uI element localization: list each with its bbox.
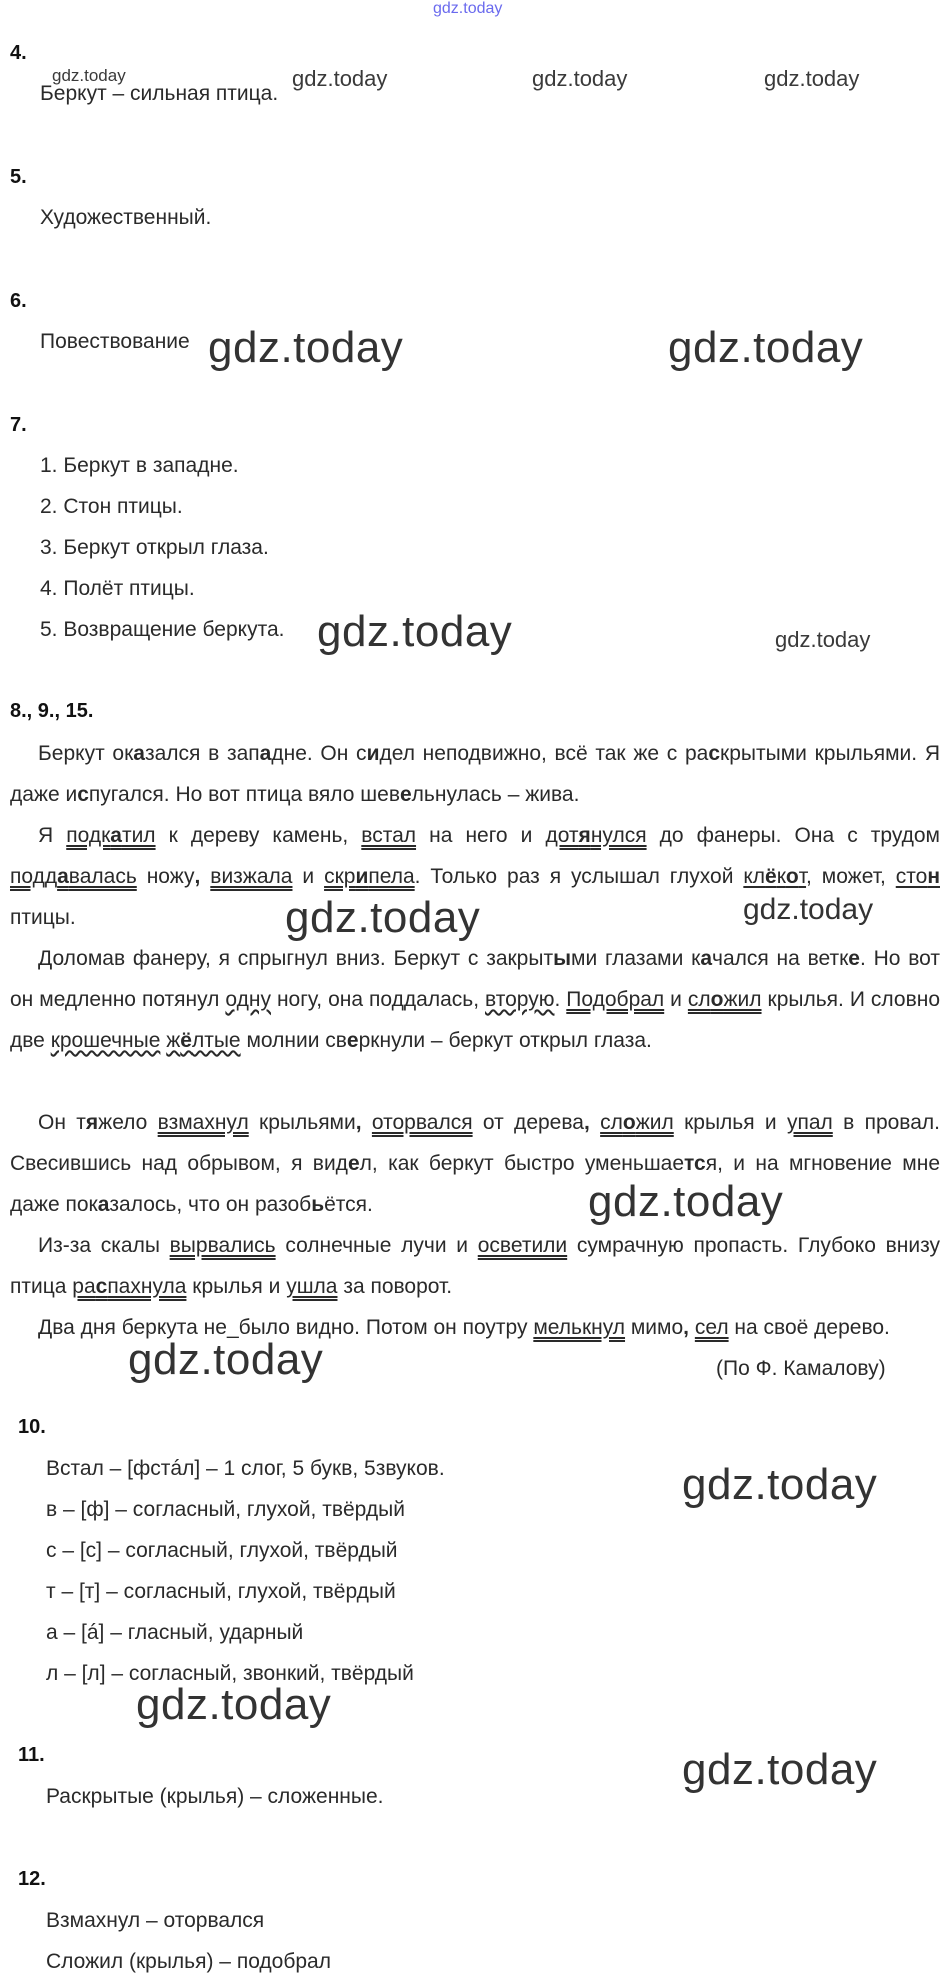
text-paragraph-5: Из-за скалы вырвались солнечные лучи и осветили сумрачную пропасть. Глубоко внизу птица распахнула крылья и ушла за поворот. bbox=[10, 1234, 940, 1298]
task-4-answer: Беркут – сильная птица. bbox=[40, 82, 279, 105]
text-paragraph-2: Я подкатил к дереву камень, встал на него и дотянулся до фанеры. Она с трудом поддавалась ножу, визжала и скрипела. Только раз я услышал глухой клёкот, может, стон птицы. bbox=[10, 824, 940, 929]
task-12-number: 12. bbox=[18, 1868, 46, 1890]
task-7-number: 7. bbox=[10, 414, 27, 436]
watermark-large: gdz.today bbox=[136, 1680, 332, 1729]
watermark-large: gdz.today bbox=[588, 1177, 784, 1226]
watermark-small: gdz.today bbox=[292, 66, 388, 91]
watermark-large: gdz.today bbox=[128, 1335, 324, 1384]
watermark-small: gdz.today bbox=[532, 66, 628, 91]
task-7-item: 4. Полёт птицы. bbox=[40, 577, 195, 600]
watermark-small: gdz.today bbox=[775, 627, 871, 652]
watermark-medium: gdz.today bbox=[743, 893, 874, 926]
text-attribution: (По Ф. Камалову) bbox=[716, 1357, 886, 1380]
watermark-large: gdz.today bbox=[668, 323, 864, 372]
task-4-number: 4. bbox=[10, 42, 27, 64]
watermark-large: gdz.today bbox=[682, 1745, 878, 1794]
task-7-item: 3. Беркут открыл глаза. bbox=[40, 536, 269, 559]
watermark-top: gdz.today bbox=[433, 0, 503, 17]
task-10-line: Встал – [фстáл] – 1 слог, 5 букв, 5звуков. bbox=[46, 1457, 445, 1480]
task-12-line: Сложил (крылья) – подобрал bbox=[46, 1950, 331, 1973]
task-5-answer: Художественный. bbox=[40, 206, 212, 229]
watermark-large: gdz.today bbox=[285, 893, 481, 942]
watermark-small: gdz.today bbox=[764, 66, 860, 91]
task-8-number: 8., 9., 15. bbox=[10, 700, 94, 722]
text-paragraph-1: Беркут оказался в западне. Он сидел неподвижно, всё так же с раскрытыми крыльями. Я даже испугался. Но вот птица вяло шевельнулась – жива. bbox=[10, 742, 940, 806]
watermark-large: gdz.today bbox=[208, 323, 404, 372]
task-10-line: т – [т] – согласный, глухой, твёрдый bbox=[46, 1580, 396, 1603]
task-7-item: 2. Стон птицы. bbox=[40, 495, 183, 518]
text-paragraph-6: Два дня беркута не_было видно. Потом он поутру мелькнул мимо, сел на своё дерево. bbox=[38, 1316, 890, 1339]
task-10-line: с – [с] – согласный, глухой, твёрдый bbox=[46, 1539, 398, 1562]
watermark-large: gdz.today bbox=[317, 607, 513, 656]
task-10-line: а – [á] – гласный, ударный bbox=[46, 1621, 304, 1644]
task-6-answer: Повествование bbox=[40, 330, 190, 353]
task-10-line: л – [л] – согласный, звонкий, твёрдый bbox=[46, 1662, 414, 1685]
task-6-number: 6. bbox=[10, 290, 27, 312]
task-11-answer: Раскрытые (крылья) – сложенные. bbox=[46, 1785, 384, 1808]
task-5-number: 5. bbox=[10, 166, 27, 188]
task-7-item: 1. Беркут в западне. bbox=[40, 454, 239, 477]
task-10-number: 10. bbox=[18, 1416, 46, 1438]
watermark-large: gdz.today bbox=[682, 1460, 878, 1509]
watermark-small: gdz.today bbox=[52, 66, 126, 85]
task-7-item: 5. Возвращение беркута. bbox=[40, 618, 285, 641]
text-paragraph-4: Он тяжело взмахнул крыльями, оторвался от дерева, сложил крылья и упал в провал. Свесившись над обрывом, я видел, как беркут быстро уменьшается, и на мгновение мне даже показалось, что он разобьётся. bbox=[10, 1111, 941, 1216]
task-10-line: в – [ф] – согласный, глухой, твёрдый bbox=[46, 1498, 405, 1521]
task-12-line: Взмахнул – оторвался bbox=[46, 1909, 265, 1932]
task-11-number: 11. bbox=[18, 1744, 45, 1766]
text-paragraph-3: Доломав фанеру, я спрыгнул вниз. Беркут с закрытыми глазами качался на ветке. Но вот он медленно потянул одну ногу, она поддалась, вторую. Подобрал и сложил крылья. И словно две крошечные жёлтые молнии сверкнули – беркут открыл глаза. bbox=[10, 947, 941, 1052]
